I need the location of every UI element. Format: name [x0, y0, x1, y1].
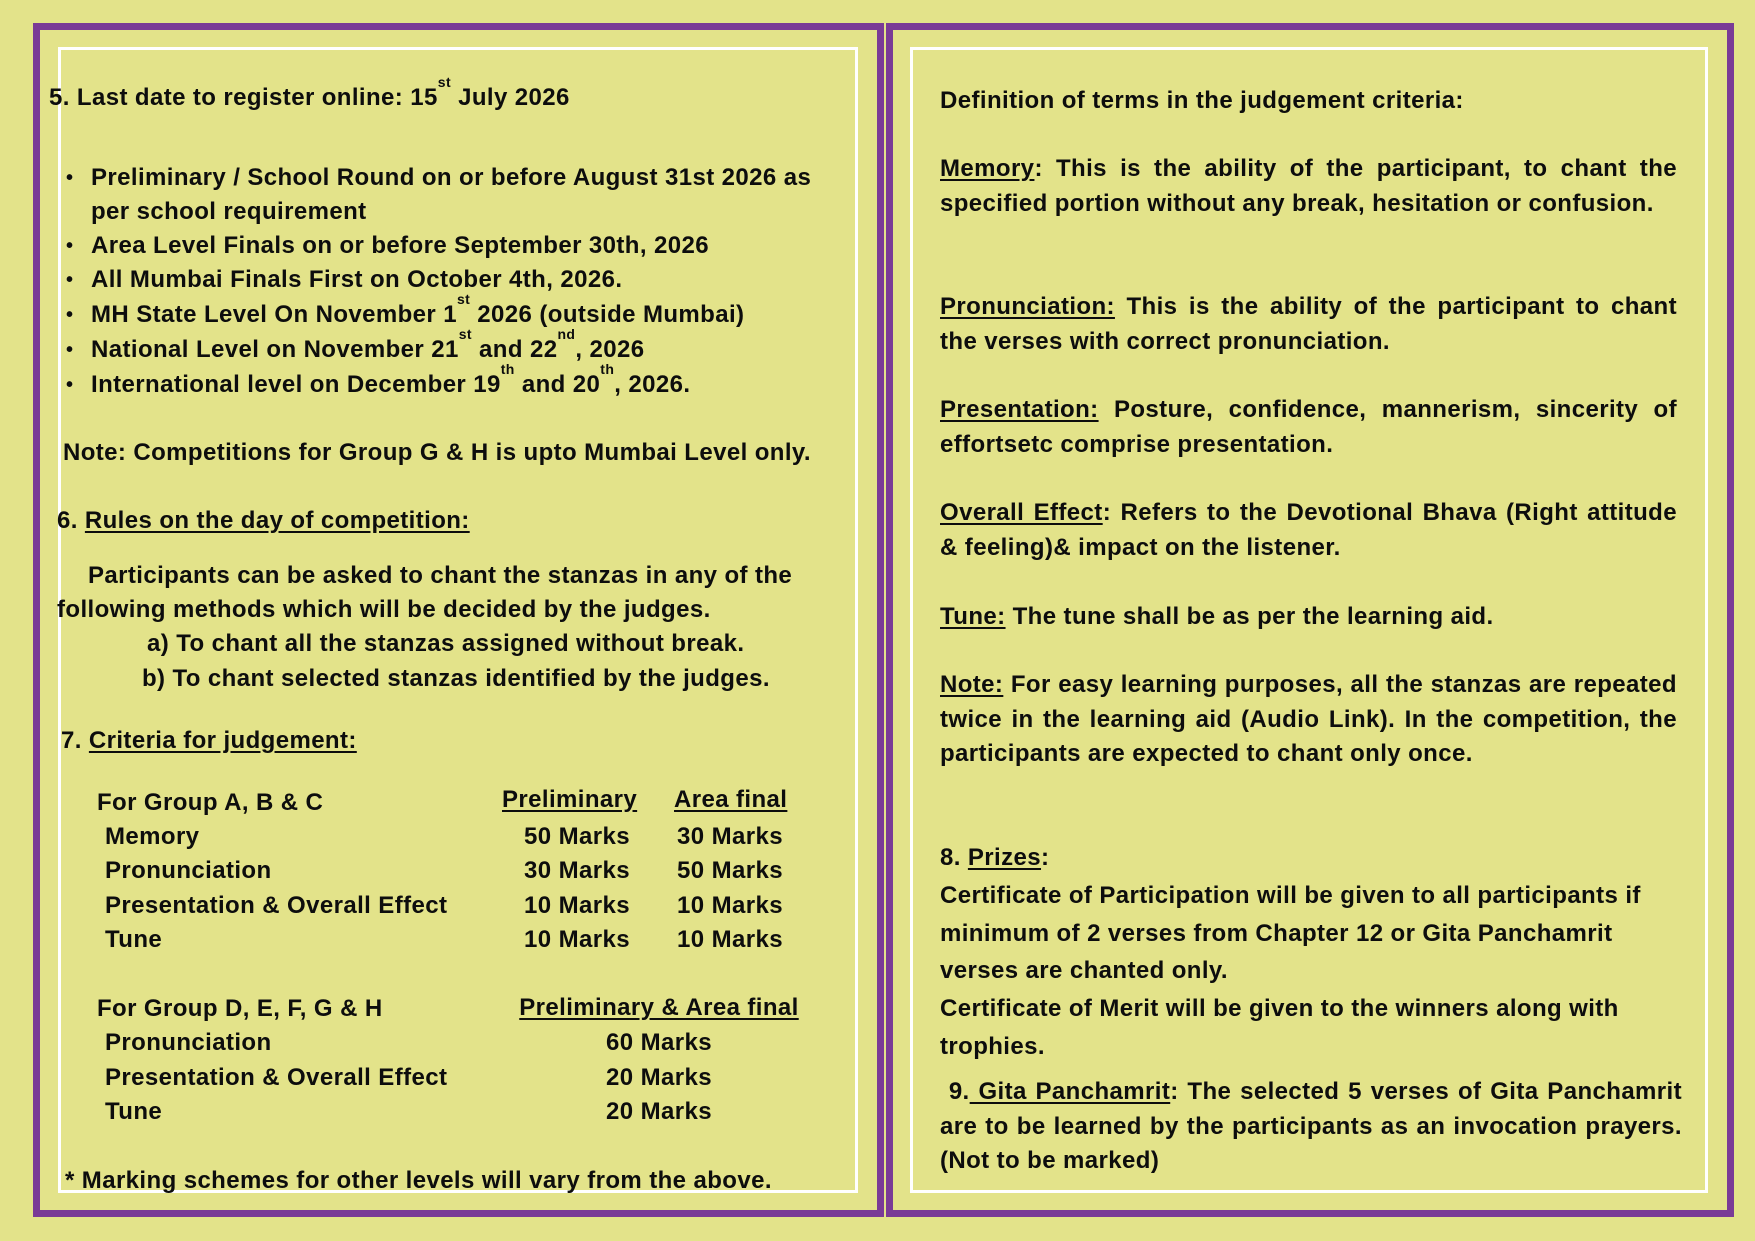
table-group-label: For Group A, B & C: [97, 789, 324, 816]
group-level-note: Note: Competitions for Group G & H is upto Mumbai Level only.: [63, 439, 811, 466]
table-row-label: Tune: [105, 1098, 163, 1125]
term-overall-effect: Overall Effect: [940, 499, 1103, 526]
term-memory: Memory: [940, 155, 1035, 182]
term-presentation: Presentation:: [940, 396, 1099, 423]
deadline-item-4: MH State Level On November 1st 2026 (outside Mumbai): [91, 291, 745, 328]
deadline-item-2: Area Level Finals on or before September 30th, 2026: [91, 232, 709, 259]
term-tune: Tune:: [940, 603, 1006, 630]
prize-participation-text: Certificate of Participation will be given to all participants if minimum of 2 verses from Chapter 12 or Gita Panchamrit verses are chanted only.: [940, 882, 1641, 984]
table-row-label: Memory: [105, 823, 200, 850]
column-header-preliminary-area-final: Preliminary & Area final: [519, 994, 799, 1021]
section-5-title: 5. Last date to register online: 15st July 2026: [49, 74, 570, 111]
table-row-label: Tune: [105, 926, 163, 953]
section-7-title: 7. Criteria for judgement:: [61, 727, 357, 754]
table-cell: 20 Marks: [606, 1064, 712, 1091]
definitions-title: Definition of terms in the judgement criteria:: [940, 87, 1464, 114]
term-pronunciation: Pronunciation:: [940, 293, 1115, 320]
definition-presentation: Presentation: Posture, confidence, mannerism, sincerity of effortsetc comprise presentation.: [940, 396, 1677, 458]
term-note: Note:: [940, 671, 1004, 698]
definition-memory: Memory: This is the ability of the participant, to chant the specified portion without any break, hesitation or confusion.: [940, 155, 1677, 217]
section-9-gita-panchamrit: 9. Gita Panchamrit: The selected 5 verses of Gita Panchamrit are to be learned by the participants as an invocation prayers. (Not to be marked): [940, 1078, 1683, 1174]
section-6-text-line-1: Participants can be asked to chant the stanzas in any of the: [88, 562, 793, 589]
definition-tune: Tune: The tune shall be as per the learning aid.: [940, 603, 1494, 630]
deadline-item-1-line-2: per school requirement: [91, 198, 367, 225]
table-cell: 30 Marks: [677, 823, 783, 850]
bullet-dot: •: [66, 235, 74, 257]
bullet-dot: •: [66, 304, 74, 326]
table-group-label: For Group D, E, F, G & H: [97, 995, 383, 1022]
table-cell: 50 Marks: [677, 857, 783, 884]
bullet-dot: •: [66, 167, 74, 189]
table-cell: 30 Marks: [524, 857, 630, 884]
bullet-dot: •: [66, 374, 74, 396]
bullet-dot: •: [66, 269, 74, 291]
method-b: b) To chant selected stanzas identified by the judges.: [142, 665, 770, 692]
prize-merit-text: Certificate of Merit will be given to the winners along with trophies.: [940, 995, 1619, 1060]
table-row-label: Presentation & Overall Effect: [105, 892, 448, 919]
section-6-title: 6. Rules on the day of competition:: [57, 507, 470, 534]
deadline-item-3: All Mumbai Finals First on October 4th, 2026.: [91, 266, 623, 293]
deadline-item-5: National Level on November 21st and 22nd, 2026: [91, 326, 645, 363]
bullet-dot: •: [66, 339, 74, 361]
definition-note: Note: For easy learning purposes, all the stanzas are repeated twice in the learning aid (Audio Link). In the competition, the participants are expected to chant only once.: [940, 671, 1677, 767]
table-cell: 10 Marks: [677, 926, 783, 953]
table-cell: 60 Marks: [606, 1029, 712, 1056]
deadline-item-6: International level on December 19th and 20th, 2026.: [91, 361, 691, 398]
table-cell: 20 Marks: [606, 1098, 712, 1125]
definition-pronunciation: Pronunciation: This is the ability of the participant to chant the verses with correct pronunciation.: [940, 293, 1677, 355]
table-cell: 10 Marks: [524, 892, 630, 919]
term-gita-panchamrit: Gita Panchamrit: [969, 1078, 1171, 1105]
table-row-label: Presentation & Overall Effect: [105, 1064, 448, 1091]
section-6-text-line-2: following methods which will be decided by the judges.: [57, 596, 711, 623]
definition-overall-effect: Overall Effect: Refers to the Devotional Bhava (Right attitude & feeling)& impact on the listener.: [940, 499, 1677, 561]
marking-footnote: * Marking schemes for other levels will vary from the above.: [65, 1167, 772, 1194]
table-row-label: Pronunciation: [105, 1029, 272, 1056]
deadline-item-1-line-1: Preliminary / School Round on or before August 31st 2026 as: [91, 164, 812, 191]
table-row-label: Pronunciation: [105, 857, 272, 884]
section-8-title: 8. Prizes:: [940, 844, 1050, 871]
method-a: a) To chant all the stanzas assigned without break.: [147, 630, 745, 657]
table-cell: 10 Marks: [677, 892, 783, 919]
column-header-preliminary: Preliminary: [502, 786, 638, 813]
column-header-area-final: Area final: [674, 786, 788, 813]
table-cell: 50 Marks: [524, 823, 630, 850]
table-cell: 10 Marks: [524, 926, 630, 953]
